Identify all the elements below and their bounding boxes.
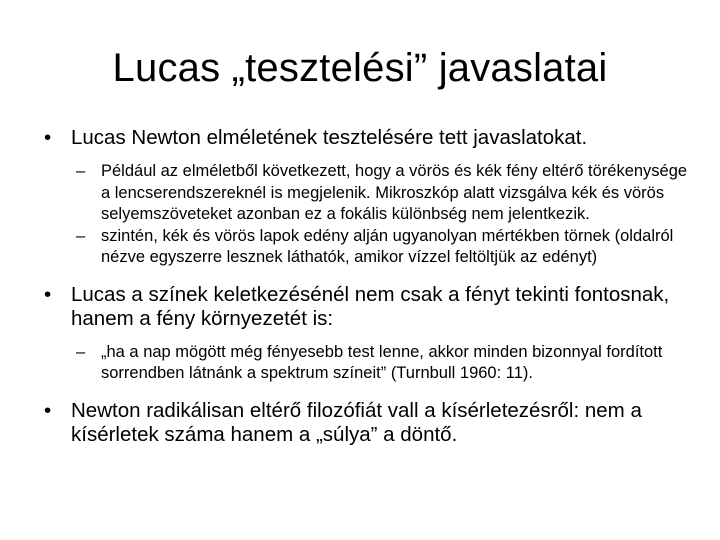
bullet-item-1 bbox=[44, 126, 694, 150]
slide-title: Lucas „tesztelési” javaslatai bbox=[112, 46, 608, 90]
dash-icon: – bbox=[76, 342, 86, 361]
sub-text-1-1: Például az elméletből következett, hogy a vörös és kék fény eltérő törékenysége a lencserendszereknél is megjelenik. Mikroszkóp alatt vizsgálva kék és vörös selyemszöveteket azonban ez a fokális különbség nem jelentkezik. bbox=[101, 162, 688, 223]
sub-item-2-1 bbox=[44, 342, 694, 385]
bullet-text-2: Lucas a színek keletkezésénél nem csak a fényt tekinti fontosnak, hanem a fény környezetét is: bbox=[71, 282, 670, 330]
dash-icon: – bbox=[76, 162, 86, 180]
bullet-icon: • bbox=[44, 126, 52, 149]
sub-item-1-2 bbox=[44, 226, 694, 269]
dash-icon: – bbox=[76, 226, 86, 245]
bullet-text-1: Lucas Newton elméletének tesztelésére tett javaslatokat. bbox=[71, 126, 588, 149]
sub-text-2-1: „ha a nap mögött még fényesebb test lenne, akkor minden bizonnyal fordított sorrendben látnánk a spektrum színeit” (Turnbull 1960: 11). bbox=[101, 342, 663, 382]
bullet-icon: • bbox=[44, 282, 52, 306]
bullet-item-3 bbox=[44, 399, 694, 447]
sub-text-1-2: szintén, kék és vörös lapok edény alján ugyanolyan mértékben törnek (oldalról nézve egyszerre lesznek láthatók, amikor vízzel feltöltjük az edényt) bbox=[101, 226, 674, 266]
sub-item-1-1 bbox=[44, 161, 694, 226]
bullet-icon: • bbox=[44, 398, 52, 422]
bullet-item-2 bbox=[44, 283, 694, 331]
bullet-text-3: Newton radikálisan eltérő filozófiát vall a kísérletezésről: nem a kísérletek száma hanem a „súlya” a döntő. bbox=[71, 398, 642, 446]
slide-body bbox=[44, 126, 694, 447]
